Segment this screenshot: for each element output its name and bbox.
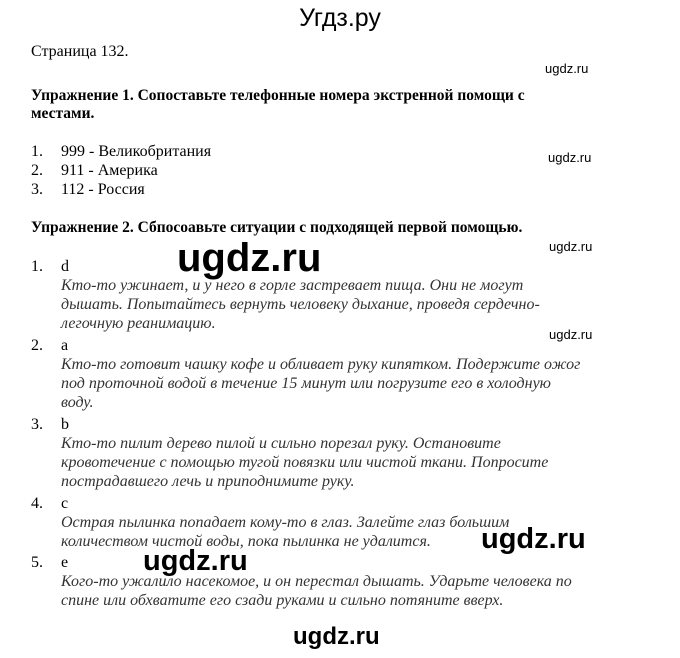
situation-line: спине или обхватите его сзади руками и сильно потяните вверх. xyxy=(61,592,504,609)
situation-line: Кто-то ужинает, и у него в горле застревает пища. Они не могут xyxy=(61,277,524,294)
list-item xyxy=(31,162,158,180)
exercise-1-heading-line2: местами. xyxy=(31,105,95,122)
watermark-small: ugdz.ru xyxy=(545,61,589,76)
item-number: 3. xyxy=(31,416,43,433)
item-number: 1. xyxy=(31,143,43,160)
situation-line: легочную реанимацию. xyxy=(61,315,216,332)
situation-line: кровотечение с помощью тугой повязки или чистой ткани. Попросите xyxy=(61,454,549,471)
situation-line: воду. xyxy=(61,394,94,411)
situation-line: Кто-то пилит дерево пилой и сильно порезал руку. Остановите xyxy=(61,435,501,452)
item-number: 1. xyxy=(31,258,43,275)
answer-letter: c xyxy=(61,495,69,512)
situation-line: Кто-то готовит чашку кофе и обливает руку кипятком. Подержите ожог xyxy=(61,356,581,373)
answer-item xyxy=(31,258,69,276)
item-number: 4. xyxy=(31,495,43,512)
item-number: 2. xyxy=(31,337,43,354)
item-text: 911 - Америка xyxy=(61,162,158,179)
list-item xyxy=(31,181,145,199)
answer-item xyxy=(31,416,69,434)
watermark-small: ugdz.ru xyxy=(549,327,593,342)
situation-line: пострадавшего лечь и приподнимите руку. xyxy=(61,473,355,490)
answer-item xyxy=(31,495,68,513)
watermark-large: ugdz.ru xyxy=(143,545,248,577)
item-number: 3. xyxy=(31,181,43,198)
situation-line: под проточной водой в течение 15 минут или погрузите его в холодную xyxy=(61,375,551,392)
exercise-2-heading: Упражнение 2. Сбпосоавьте ситуации с подходящей первой помощью. xyxy=(31,219,523,236)
answer-letter: b xyxy=(61,416,69,433)
answer-item xyxy=(31,554,68,572)
answer-item xyxy=(31,337,68,355)
answer-letter: a xyxy=(61,337,69,354)
item-text: 112 - Россия xyxy=(61,181,145,198)
answer-letter: e xyxy=(61,554,69,571)
list-item xyxy=(31,143,211,161)
item-number: 2. xyxy=(31,162,43,179)
watermark-small: ugdz.ru xyxy=(549,239,593,254)
situation-line: Кого-то ужалило насекомое, и он перестал дышать. Ударьте человека по xyxy=(61,573,572,590)
item-number: 5. xyxy=(31,554,43,571)
site-header-title: Угдз.ру xyxy=(299,4,381,32)
situation-line: Острая пылинка попадает кому-то в глаз. Залейте глаз большим xyxy=(61,514,510,531)
exercise-1-heading-line1: Упражнение 1. Сопоставьте телефонные номера экстренной помощи с xyxy=(31,87,525,104)
page-number-label: Страница 132. xyxy=(31,43,129,60)
answer-letter: d xyxy=(61,258,69,275)
situation-line: количеством чистой воды, пока пылинка не удалится. xyxy=(61,533,431,550)
watermark-large: ugdz.ru xyxy=(293,623,380,650)
watermark-large: ugdz.ru xyxy=(481,523,586,555)
item-text: 999 - Великобритания xyxy=(61,143,212,160)
watermark-large: ugdz.ru xyxy=(177,236,322,280)
situation-line: дышать. Попытайтесь вернуть человеку дыхание, проведя сердечно- xyxy=(61,296,540,313)
watermark-small: ugdz.ru xyxy=(548,150,592,165)
